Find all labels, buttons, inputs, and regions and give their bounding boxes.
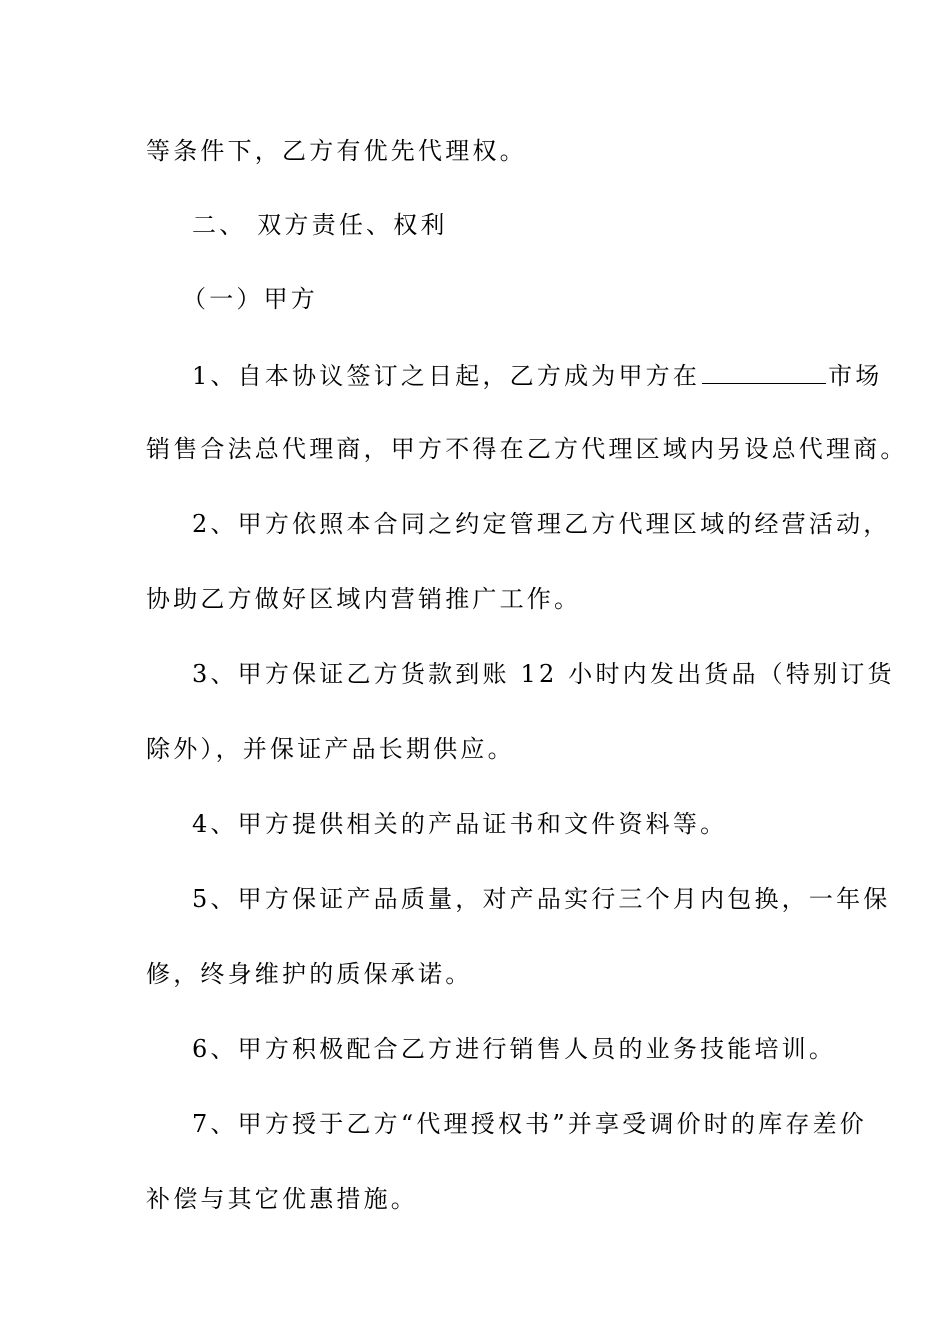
paragraph-line: 3、甲方保证乙方货款到账 12 小时内发出货品（特别订货: [192, 660, 895, 688]
paragraph-line: 1、自本协议签订之日起，乙方成为甲方在 市场: [0, 359, 950, 391]
paragraph-line: 2、甲方依照本合同之约定管理乙方代理区域的经营活动，: [192, 510, 891, 538]
fill-in-blank: [702, 359, 826, 384]
paragraph-line: 补偿与其它优惠措施。: [146, 1185, 418, 1213]
paragraph-line: 修，终身维护的质保承诺。: [146, 960, 473, 988]
paragraph-line: 5、甲方保证产品质量，对产品实行三个月内包换，一年保: [192, 885, 891, 913]
paragraph-line: 等条件下，乙方有优先代理权。: [146, 137, 527, 165]
paragraph-line: 6、甲方积极配合乙方进行销售人员的业务技能培训。: [192, 1035, 837, 1063]
paragraph-line: 销售合法总代理商，甲方不得在乙方代理区域内另设总代理商。: [146, 435, 908, 463]
paragraph-line: 4、甲方提供相关的产品证书和文件资料等。: [192, 810, 728, 838]
paragraph-line: 7、甲方授于乙方“代理授权书”并享受调价时的库存差价: [192, 1110, 868, 1138]
section-heading: 二、 双方责任、权利: [192, 211, 448, 239]
subsection-heading: （一）甲方: [182, 285, 318, 313]
paragraph-line: 协助乙方做好区域内营销推广工作。: [146, 585, 582, 613]
paragraph-line: 除外），并保证产品长期供应。: [146, 735, 515, 763]
